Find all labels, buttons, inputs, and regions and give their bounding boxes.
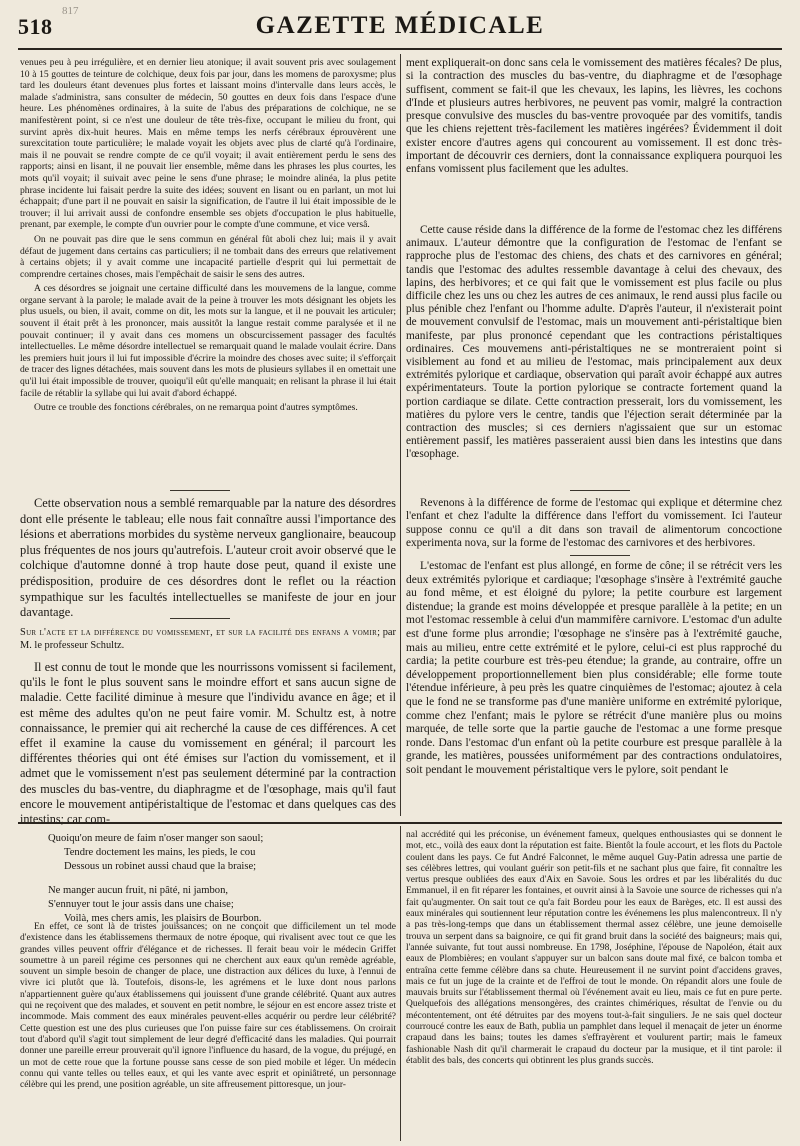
article-body-right-2 [406,224,782,488]
short-rule [170,490,230,491]
paragraph: ment expliquerait-on donc sans cela le vomissement des matières fécales? De plus, si la contraction des muscles du bas-ventre, du diaphragme et de l'œsophage suffisent, comment se fait-il que les chevaux, les lapins, les lièvres, les cochons d'Inde et plusieurs autres herbivores, ne peuvent pas vomir, malgré la contraction presque convulsive des muscles du bas-ventre provoquée par des vomitifs, tandis que les chiens rejettent très-facilement les matières ingérées? Évidemment il doit exister encore d'autres agens qui concourent au vomissement. Il est donc très-important de découvrir ces derniers, dont la connaissance expliquera pourquoi les enfans vomissent plus facilement que les adultes. [406,57,782,176]
page-header [18,5,782,44]
folio-stamp: 817 [62,5,79,17]
short-rule [570,555,630,556]
short-rule [170,618,230,619]
paragraph: venues peu à peu irrégulière, et en dernier lieu atonique; il avait souvent pris avec soulagement 10 à 15 gouttes de teinture de colchique, deux fois par jour, dans les momens de paroxysme; plus tard les douleurs étant devenues plus fortes et laissant moins d'intervalle dans leurs accès, le malade s'administra, sans consulter de médecin, 50 gouttes en deux fois dans l'espace d'une heure. Les phénomènes ordinaires, à la suite de l'abus des préparations de colchique, ne se manifestèrent point, si ce n'est une douleur de tête très-fixe, occupant le milieu du front, qui survint après dix-huit heures. Mais en même temps les nerfs cérébraux éprouvèrent une surexcitation toute particulière; le malade voyait les objets avec plus de clarté qu'à l'ordinaire, mais il ne pouvait se rendre compte de ce qu'il voyait; il avait entièrement perdu le sens des rapports; ainsi en lisant, il ne pouvait lier ensemble, même dans les phrases les plus courtes, les mots qu'il voyait; il suivait avec peine le sens d'une phrase; le moindre alinéa, la plus petite phrase incidente lui faisait perdre la suite des idées; souvent en lisant ou en parlant, un mot lui échappait; d'une part il ne pouvait en saisir la signification, de l'autre il lui était impossible de le trouver; il lui arrivait aussi de confondre ensemble ses objets d'occupation le plus habituelle, prenant, par exemple, le compte d'un ouvrier pour le compte d'une commune, et vice versâ. [20,57,396,231]
paragraph: Outre ce trouble des fonctions cérébrales, on ne remarqua point d'autres symptômes. [34,402,358,414]
article-body-right-3 [406,497,782,553]
article-title: Sur l'acte et la différence du vomissement, et sur la facilité des enfans a vomir [20,627,378,638]
poem-verse: Quoiqu'on meure de faim n'oser manger son saoul; [48,833,264,844]
article-body-right-4 [406,560,782,818]
paragraph: On ne pouvait pas dire que le sens commun en général fût aboli chez lui; mais il y avait défaut de jugement dans certains cas particuliers; il ne tombait dans des erreurs que relativement à certains objets; il y avait comme une incapacité partielle d'esprit qui lui permettait de comprendre certaines choses, mais l'empêchait de saisir le sens des autres. [20,233,396,280]
article-author: ; par M. le professeur Schultz. [20,627,396,651]
feuilleton-right [406,830,782,1144]
paragraph: Cette cause réside dans la différence de la forme de l'estomac chez les différens animaux. L'auteur démontre que la configuration de l'estomac de l'enfant se rapproche plus de l'estomac des chiens, des chats et des carnivores en général; tandis que l'estomac des adultes ressemble davantage à celui des chevaux, des lapins, des herbivores; et ce qui fait que le vomissement est plus facile ou plus difficile chez les uns ou chez les autres de ces animaux, le rend aussi plus facile ou plus pénible chez l'enfant ou l'homme adulte. D'après l'auteur, il n'existerait point de mouvement convulsif de l'estomac, mais un mouvement anti-péristaltique bien manifeste, par plus prononcé cependant que les contractions péristaltiques ordinaires. Ces mouvemens anti-péristaltiques ne se montreraient point si visiblement au fond et au milieu de l'estomac, mais principalement aux deux extrémités pylorique et cardiaque, observation qui paraît avoir échappé aux autres expérimentateurs. Toute la portion pylorique se contracte fortement quand la portion cardiaque se dilate. Cette contraction presserait, lors du vomissement, les matières du pylore vers le centre, tandis que l'éjection serait déterminée par la contraction des muscles; si ces derniers n'agissaient que sur un estomac entièrement passif, les matières passeraient aussi bien dans les intestins que dans l'œsophage. [406,224,782,461]
poem-verse: Tendre doctement les mains, les pieds, le cou [64,847,256,859]
poem-verse: S'ennuyer tout le jour assis dans une chaise; [48,898,234,910]
paragraph: nal accrédité qui les préconise, un événement fameux, quelques enthousiastes qui se donnent le mot, etc., voilà des eaux dont la réputation est faite. Bientôt la foule accourt, et les flots du Pactole coulent dans les pays. Ce fut André Falconnet, le même auquel Guy-Patin adressa une partie de ses célèbres lettres, qui voulant guérir son petit-fils et ne sachant plus que faire, fit connaître les vertus presque oubliées des eaux d'Aix en Savoie. Sous les ordres et par les libéralités du duc Emmanuel, il en fit réparer les fontaines, et ouvrit ainsi à la Savoie une source de richesses qui n'a fait qu'augmenter. On sait tout ce qu'a fait Bordeu pour les eaux de Barèges, etc. Il est aussi des eaux minérales qui soutiennent leur réputation contre les événemens les plus malencontreux. Il n'y a pas très-long-temps que dans un établissement thermal assez célèbre, une jeune demoiselle trouva un serpent dans sa baignoire, ce qui fit grand bruit dans la société des baigneurs; mais qui, l'année suivante, fut tout aussi nombreuse. En 1798, Joséphine, l'épouse de Napoléon, était aux eaux de Plombières; en voulant s'appuyer sur un balcon sans doute mal fixé, ce balcon tomba et entraîna cette femme célèbre dans sa chute. Heureusement il ne survint point d'accidens graves, mais ce fut un juge de la crainte et de l'effroi de tout le monde. On répandit alors une foule de mauvais bruits sur l'établissement thermal où l'événement avait eu lieu, mais ce fut en pure perte. Quelquefois des allégations mensongères, des craintes chimériques, résultat de l'envie ou du mécontentement, ont été détruites par des moyens tout-à-fait singuliers. Je ne sais quel docteur courroucé contre les eaux de Bath, publia un pamphlet dans lequel il menaçait de jeter un énorme crapaud dans les bains; toutes les dames s'effrayèrent et voulurent partir; mais le fameux fashionable Nash dit qu'il charmerait le crapaud du docteur par la musique, et il tint parole: il établit des bals, des concerts qui obtinrent les plus grands succès. [406,830,782,1066]
poem-verse: Voilà, mes chers amis, les plaisirs de Bourbon. [64,913,262,925]
short-rule [570,490,630,491]
article-body-right-1 [406,57,782,225]
feuilleton-left [20,922,396,1144]
poem-verse: Dessous un robinet aussi chaud que la braise; [64,861,257,873]
feuilleton-rule [18,822,782,824]
paragraph: En effet, ce sont là de tristes jouissances; on ne conçoit que difficilement un tel mode d'existence dans les établissemens thermaux de notre époque, qui rivalisent avec tout ce que les grandes villes peuvent offrir d'élégance et de richesses. Il ferait beau voir le médecin Griffet soumettre à un pareil régime ces personnes qui ne cherchent aux eaux qu'un remède agréable, souvent un simple besoin de changer de place, une distraction aux délices du luxe, à l'ennui de vivre ici plutôt que là. Toutefois, disons-le, les agrémens et le luxe dont nous parlons n'appartiennent guère qu'aux établissemens qui jouissent d'une grande célébrité. Quant aux autres qui ne reçoivent que des malades, et souvent en petit nombre, le séjour en est encore assez triste et incommode. Mais comment des eaux minérales peuvent-elles acquérir ou perdre leur célébrité? Cette question est une des plus curieuses que l'on puisse faire sur ces établissemens. On croirait tout d'abord qu'il s'agit tout simplement de leur degré d'efficacité dans les maladies. Qui pourrait donner une pareille erreur prouverait qu'il ignore l'influence du hasard, de la vogue, du préjugé, en un mot de cette roue que la fortune pousse sans cesse de son pied mobile et léger. Un médecin connu qui vante telles ou telles eaux, et qui les vante avec esprit et opiniâtreté, un personnage célèbre qui les prend, une position agréable, un site affreusement pittoresque, un jour- [20,922,396,1091]
journal-title: GAZETTE MÉDICALE [255,12,545,39]
poem [48,832,378,926]
editorial-observation [20,496,396,620]
paragraph: A ces désordres se joignait une certaine difficulté dans les mouvemens de la langue, comme organe servant à la parole; le malade avait de la peine à trouver les mots désignant les objets les plus usuels, ou bien, il avait, comme on dit, les mots sur la langue, et il ne pouvait les articuler; souvent il était prêt à les prononcer, mais aussitôt la langue restait comme paralysée et il ne pouvait continuer; il y avait dans ces momens un obscurcissement passager des facultés intellectuelles. Le même désordre intellectuel se remarquait quand le malade voulait écrire. Dans les premiers huit jours il lui fut impossible d'écrire la moindre des choses avec suite; il s'efforçait de tracer des lignes détachées, mais souvent dans les mots de plusieurs syllabes il en omettait une qu'il lui était impossible de trouver, quoiqu'il eût qu'elle manquait; en relisant la phrase il lui était facile de rétablir la syllabe qui lui avait d'abord échappé. [20,283,396,399]
paragraph: Cette observation nous a semblé remarquable par la nature des désordres dont elle présente le tableau; elle nous fait connaître aussi l'importance des lésions et aberrations morbides du système nerveux ganglionaire, beaucoup plus fréquentes de nos jours qu'autrefois. L'auteur croit avoir observé que le colchique d'automne donné à trop haute dose peut, quand il existe une prédisposition, produire de ces désordres dont le reflet ou la réaction sympathique sur les facultés intellectuelles se manifeste de jour en jour davantage. [20,496,396,620]
article-heading [20,626,396,655]
header-rule [18,48,782,50]
poem-verse: Ne manger aucun fruit, ni pâté, ni jambon, [48,884,229,896]
article-body-left [20,660,396,827]
paragraph: Revenons à la différence de forme de l'estomac qui explique et détermine chez l'enfant et chez l'adulte la différence dans l'effort du vomissement. Ici l'auteur suppose connu ce qu'il a dit dans son travail de alimentorum concoctione experimenta nova, sur la forme de l'estomac des carnivores et des herbivores. [406,497,782,549]
column-divider [400,54,401,816]
paragraph: L'estomac de l'enfant est plus allongé, en forme de cône; il se rétrécit vers les deux extrémités pylorique et cardiaque; l'œsophage s'insère à l'extrémité gauche au fond même, et est éloigné du pylore; la petite courbure est largement distendue; la grande est moins développée et presque parallèle à la petite; en un mot l'estomac ressemble à celui d'un mammifère carnivore. L'estomac d'un adulte est d'une forme plus arrondie; l'œsophage ne s'insère pas à l'extrémité gauche, mais au milieu, entre cette extrémité et le pylore, celui-ci est plus rapproché du cardia; la petite courbure est très-peu étendue; la grande, au contraire, offre un développement proportionnellement bien plus considérable; elle forme toute l'étendue inférieure, à peu près les quatre cinquièmes de l'estomac; ajoutez à cela que le fond ne se transforme pas d'une manière uniforme en extrémité pylorique, comme chez l'enfant; mais le pylore se rétrécit d'une manière plus ou moins marquée, de telle sorte que la partie gauche de l'estomac a une forme presque ronde. Dans l'estomac d'un enfant où la petite courbure est presque parallèle à la grande, les matières, poussées uniformément par des contractions ondulatoires, soit pendant le mouvement péristaltique vers le pylore, soit pendant le [406,560,782,776]
left-column-case-report [20,57,396,487]
paragraph: Il est connu de tout le monde que les nourrissons vomissent si facilement, qu'ils le font le plus souvent sans le moindre effort et sans aucun signe de maladie. Cette facilité diminue à mesure que l'individu avance en âge; et il est même des adultes qu'on ne peut faire vomir. M. Schultz est, à notre connaissance, le premier qui ait recherché la cause de ces différences. A cet effet il examine la cause du vomissement en général; il parcourt les différentes théories qui ont été émises sur l'action du vomissement, et il admet que le vomissement n'est pas seulement déterminé par la contraction des muscles du bas-ventre, du diaphragme et de l'œsophage, mais qu'il faut encore le mouvement antipéristaltique de l'estomac et dans quelques cas des intestins; car com- [20,660,396,827]
feuilleton-column-divider [400,826,401,1141]
page-number: 518 [18,14,53,39]
